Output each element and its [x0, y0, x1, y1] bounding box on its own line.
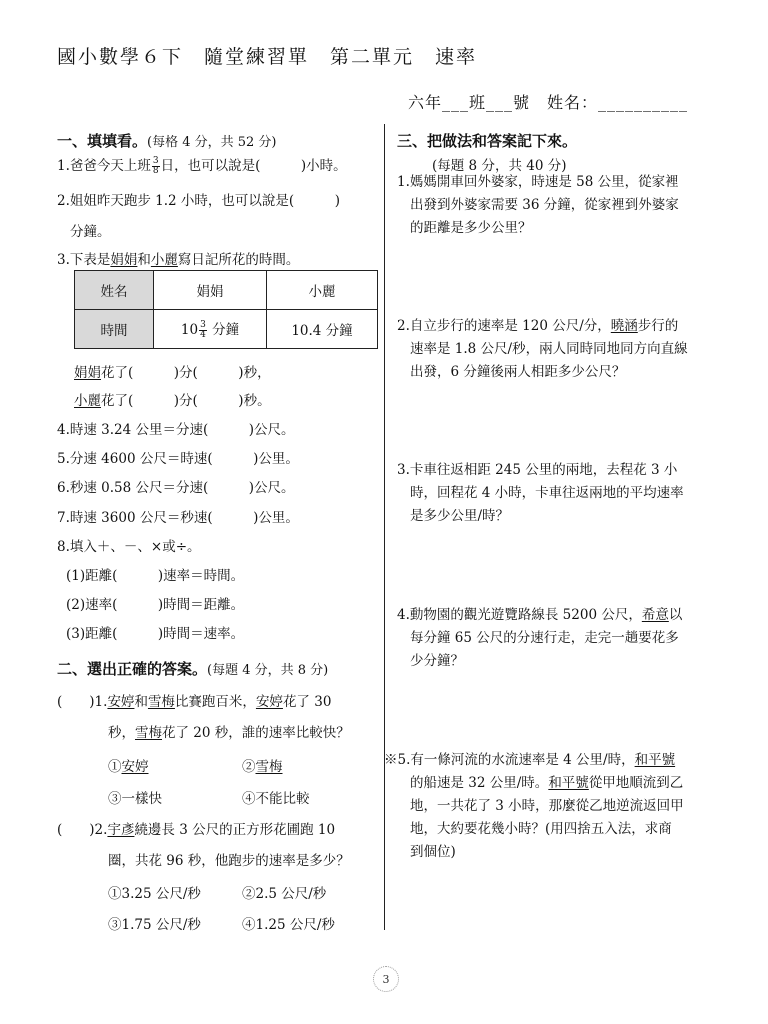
- s1-q1-text-a: 1.爸爸今天上班: [57, 158, 151, 174]
- option-text: 安婷: [121, 759, 149, 775]
- section3-heading: 三、把做法和答案記下來。: [397, 132, 578, 150]
- section2-title: 二、選出正確的答案。: [57, 660, 208, 678]
- option-mark: ②: [242, 759, 256, 775]
- s2-q2-option-4: ④1.25 公尺/秒: [242, 917, 335, 933]
- s2-question-1-cont: [108, 721, 350, 741]
- ship-name: 和平號: [548, 775, 589, 791]
- s3-q3-line: 時，回程花 4 小時，卡車往返兩地的平均速率: [410, 485, 684, 501]
- fraction-denominator: 8: [152, 166, 159, 176]
- s3-question-1: [397, 171, 679, 240]
- person-name: 安婷: [107, 694, 135, 710]
- person-name: 雪梅: [147, 694, 175, 710]
- s3-q4-text: 4.動物園的觀光遊覽路線長 5200 公尺，: [397, 607, 642, 623]
- s2-q1-option-1: [108, 755, 149, 775]
- section1-heading: [57, 130, 277, 151]
- s2-q1-option-3: ③一樣快: [108, 791, 162, 807]
- s2-question-1: [57, 690, 331, 710]
- s3-q4-text: 以: [668, 607, 683, 623]
- s3-q5-line: 地，大約要花幾小時？(用四捨五入法，求商: [410, 821, 672, 837]
- s1-question-6: 6.秒速 0.58 公尺＝分速( )公尺。: [57, 480, 295, 496]
- page-number: 3: [373, 966, 399, 992]
- s1-q3-text-a: 3.下表是: [57, 252, 111, 268]
- s2-q1-option-2: [242, 755, 283, 775]
- s1-question-2: 2.姐姐昨天跑步 1.2 小時，也可以說是( ): [57, 193, 340, 209]
- s1-q3-text-b: 和: [137, 252, 151, 268]
- s3-q5-text: ※5.有一條河流的水流速率是 4 公里/時，: [384, 752, 635, 768]
- s2-q1-text: 比賽跑百米，: [174, 694, 256, 710]
- s3-q1-line: 1.媽媽開車回外婆家，時速是 58 公里，從家裡: [397, 174, 679, 190]
- fraction-numerator: 3: [200, 320, 206, 330]
- person-name: 希意: [641, 607, 669, 623]
- s3-question-4: [397, 604, 682, 673]
- mixed-number-whole: 10: [180, 322, 199, 338]
- s3-q2-text: 步行的: [637, 318, 679, 334]
- s3-q1-line: 出發到外婆家需要 36 分鐘，從家裡到外婆家: [410, 197, 679, 213]
- s3-q5-line: 到個位): [410, 844, 456, 860]
- s1-question-2-cont: 分鐘。: [70, 224, 111, 240]
- table-cell-time1: [154, 310, 267, 349]
- fraction: [199, 321, 207, 340]
- s2-q2-option-1: ①3.25 公尺/秒: [108, 886, 201, 902]
- s3-q2-text: 2.自立步行的速率是 120 公尺/分，: [397, 318, 611, 334]
- section2-heading: [57, 658, 328, 679]
- fraction-denominator: 4: [200, 330, 206, 340]
- person-name: 娟娟: [74, 365, 101, 381]
- s3-question-2: [397, 315, 688, 384]
- option-text: 雪梅: [255, 759, 283, 775]
- fraction-numerator: 3: [152, 156, 159, 166]
- s2-question-2: [57, 818, 335, 838]
- answer-paren: ( ): [57, 822, 95, 838]
- table-header-time: 時間: [75, 310, 154, 349]
- s1-q3-answer-2: [74, 389, 271, 409]
- s3-q4-line: 每分鐘 65 公尺的分速行走，走完一趟要花多: [410, 630, 679, 646]
- s1-question-7: 7.時速 3600 公尺＝秒速( )公里。: [57, 510, 299, 526]
- s3-q1-line: 的距離是多少公里？: [410, 220, 532, 236]
- s3-q5-text: 從甲地順流到乙: [588, 775, 684, 791]
- s1-question-5: 5.分速 4600 公尺＝時速( )公里。: [57, 451, 299, 467]
- s2-q2-number: 2.: [94, 822, 108, 838]
- s1-question-8: 8.填入＋、－、×或÷。: [57, 539, 201, 555]
- s1-q8-part-2: (2)速率( )時間＝距離。: [66, 597, 245, 613]
- person-name: 宇彥: [107, 822, 135, 838]
- person-name: 小麗: [74, 393, 101, 409]
- person-name: 娟娟: [110, 252, 138, 268]
- s1-q8-part-1: (1)距離( )速率＝時間。: [66, 568, 245, 584]
- s3-q2-line: 速率是 1.8 公尺/秒，兩人同時同地同方向直線: [410, 341, 688, 357]
- table-cell-time2: 10.4 分鐘: [267, 310, 378, 349]
- s2-q1-text: 花了 20 秒，誰的速率比較快？: [162, 725, 350, 741]
- s2-q2-text: 繞邊長 3 公尺的正方形花圃跑 10: [134, 822, 336, 838]
- s3-q2-line: 出發，6 分鐘後兩人相距多少公尺？: [410, 364, 626, 380]
- s2-q1-text: 和: [134, 694, 148, 710]
- s3-q5-line: 地，一共花了 3 小時，那麼從乙地逆流返回甲: [410, 798, 684, 814]
- s3-q2-line: [397, 315, 688, 338]
- table-row: [75, 271, 378, 310]
- answer-paren: ( ): [57, 694, 95, 710]
- s3-q3-line: 3.卡車往返相距 245 公里的兩地，去程花 3 小: [397, 462, 678, 478]
- s3-q5-line: [384, 749, 684, 772]
- option-mark: ①: [108, 759, 122, 775]
- section2-scoring: (每題 4 分，共 8 分): [207, 663, 329, 678]
- table-cell-person2: 小麗: [267, 271, 378, 310]
- ship-name: 和平號: [634, 752, 676, 768]
- s3-q3-line: 是多少公里/時？: [410, 508, 510, 524]
- s1-q3-answer-1: [74, 361, 271, 381]
- s1-q1-text-b: 日，也可以說是( )小時。: [160, 158, 347, 174]
- s2-q1-number: 1.: [94, 694, 108, 710]
- s2-q1-text: 秒，: [108, 725, 135, 741]
- person-name: 安婷: [255, 694, 283, 710]
- fraction: [152, 157, 160, 176]
- s1-question-4: 4.時速 3.24 公里＝分速( )公尺。: [57, 422, 295, 438]
- s3-q5-text: 的船速是 32 公里/時。: [410, 775, 549, 791]
- student-info: 六年___班___號 姓名：__________: [408, 93, 689, 112]
- s1-question-3: [57, 248, 299, 268]
- s2-q1-option-4: ④不能比較: [242, 791, 310, 807]
- s2-q2-option-3: ③1.75 公尺/秒: [108, 917, 201, 933]
- s1-question-1: [57, 154, 347, 176]
- section1-scoring: (每格 4 分，共 52 分): [147, 135, 277, 150]
- s2-question-2-cont: 圈，共花 96 秒，他跑步的速率是多少？: [108, 853, 350, 869]
- person-name: 曉涵: [610, 318, 638, 334]
- table-row: [75, 310, 378, 349]
- s3-q4-line: 少分鐘？: [410, 653, 464, 669]
- s3-question-3: [397, 459, 684, 528]
- person-name: 小麗: [150, 252, 178, 268]
- time-unit: 分鐘: [212, 322, 240, 338]
- answer-blanks: 花了( )分( )秒，: [101, 365, 271, 381]
- diary-time-table: [74, 270, 378, 349]
- table-cell-person1: 娟娟: [154, 271, 267, 310]
- s2-q1-text: 花了 30: [282, 694, 332, 710]
- person-name: 雪梅: [135, 725, 162, 741]
- table-header-name: 姓名: [75, 271, 154, 310]
- s1-q3-text-c: 寫日記所花的時間。: [177, 252, 300, 268]
- s1-q8-part-3: (3)距離( )時間＝速率。: [66, 626, 245, 642]
- answer-blanks: 花了( )分( )秒。: [101, 393, 271, 409]
- section1-title: 一、填填看。: [57, 132, 148, 150]
- s3-q5-line: [384, 772, 684, 795]
- s2-q2-option-2: ②2.5 公尺/秒: [242, 886, 327, 902]
- s3-question-5: [384, 749, 684, 864]
- page-title: 國小數學６下 隨堂練習單 第二單元 速率: [57, 46, 478, 68]
- s3-q4-line: [397, 604, 682, 627]
- section3-scoring: (每題 8 分，共 40 分): [432, 158, 567, 174]
